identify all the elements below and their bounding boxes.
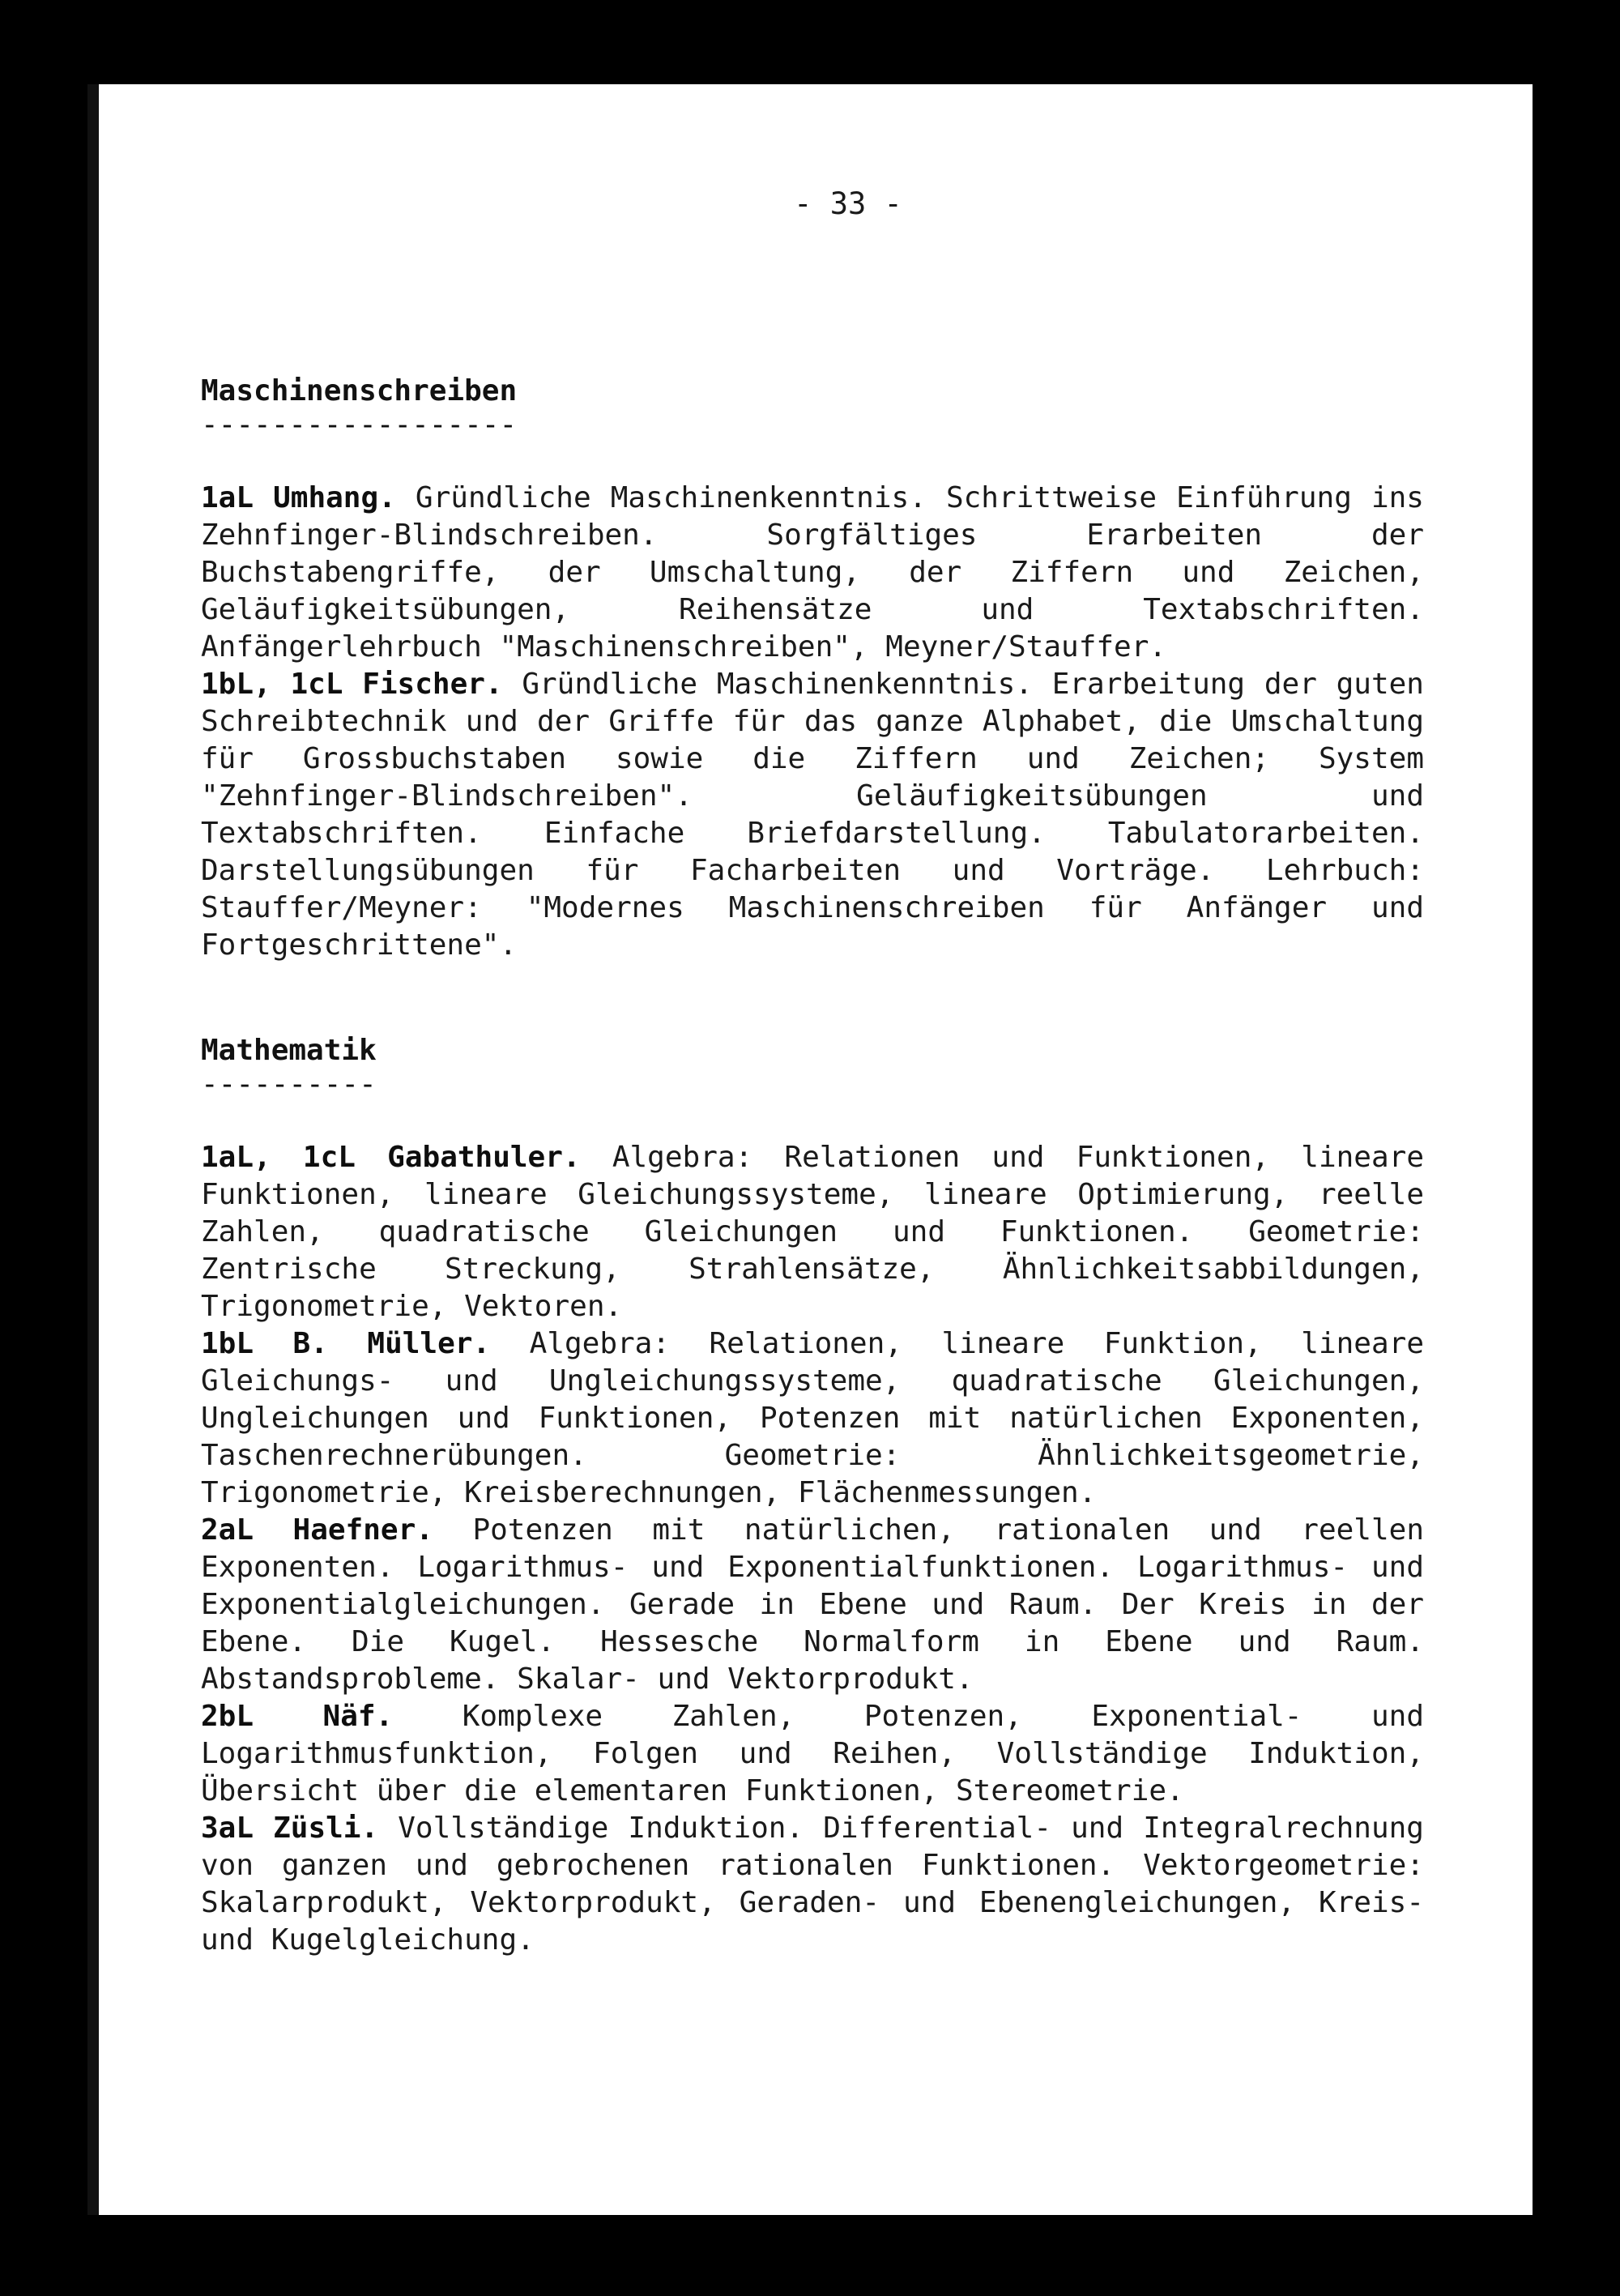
teacher-label: 2bL Näf.	[201, 1700, 394, 1733]
course-entry	[201, 1698, 1424, 1810]
course-entry	[201, 1325, 1424, 1512]
section-heading-mathematik: Mathematik	[201, 1034, 377, 1067]
section-heading-maschinenschreiben: Maschinenschreiben	[201, 374, 518, 408]
course-description: Algebra: Relationen und Funktionen, lineare Funktionen, lineare Gleichungssysteme, lineare Optimierung, reelle Zahlen, quadratische Gleichungen und Funktionen. Geometrie: Zentrische Streckung, Strahlensätze, Ähnlichkeitsabbildungen, Trigonometrie, Vektoren.	[201, 1141, 1424, 1323]
course-entry	[201, 1512, 1424, 1698]
course-entry	[201, 1139, 1424, 1325]
teacher-label: 1bL, 1cL Fischer.	[201, 668, 503, 701]
section-underline: ----------	[201, 1068, 377, 1101]
course-description: Gründliche Maschinenkenntnis. Schrittweise Einführung ins Zehnfinger-Blindschreiben. Sorgfältiges Erarbeiten der Buchstabengriffe, der Umschaltung, der Ziffern und Zeichen, Geläufigkeitsübungen, Reihensätze und Textabschriften. Anfängerlehrbuch "Maschinenschreiben", Meyner/Stauffer.	[201, 481, 1424, 664]
teacher-label: 1aL Umhang.	[201, 481, 396, 514]
document-page	[87, 84, 1533, 2215]
section-body-mathematik	[201, 1139, 1424, 1959]
course-description: Komplexe Zahlen, Potenzen, Exponential- und Logarithmusfunktion, Folgen und Reihen, Vollständige Induktion, Übersicht über die elementaren Funktionen, Stereometrie.	[201, 1700, 1424, 1807]
section-underline: ------------------	[201, 408, 518, 442]
teacher-label: 2aL Haefner.	[201, 1513, 433, 1547]
course-description: Vollständige Induktion. Differential- und Integralrechnung von ganzen und gebrochenen rationalen Funktionen. Vektorgeometrie: Skalarprodukt, Vektorprodukt, Geraden- und Ebenengleichungen, Kreis- und Kugelgleichung.	[201, 1812, 1424, 1957]
course-entry	[201, 480, 1424, 666]
course-description: Algebra: Relationen, lineare Funktion, lineare Gleichungs- und Ungleichungssysteme, quadratische Gleichungen, Ungleichungen und Funktionen, Potenzen mit natürlichen Exponenten, Taschenrechnerübungen. Geometrie: Ähnlichkeitsgeometrie, Trigonometrie, Kreisberechnungen, Flächenmessungen.	[201, 1327, 1425, 1509]
course-description: Potenzen mit natürlichen, rationalen und reellen Exponenten. Logarithmus- und Exponentialfunktionen. Logarithmus- und Exponentialgleichungen. Gerade in Ebene und Raum. Der Kreis in der Ebene. Die Kugel. Hessesche Normalform in Ebene und Raum. Abstandsprobleme. Skalar- und Vektorprodukt.	[201, 1513, 1424, 1696]
teacher-label: 1aL, 1cL Gabathuler.	[201, 1141, 581, 1174]
course-description: Gründliche Maschinenkenntnis. Erarbeitung der guten Schreibtechnik und der Griffe für das ganze Alphabet, die Umschaltung für Grossbuchstaben sowie die Ziffern und Zeichen; System "Zehnfinger-Blindschreiben". Geläufigkeitsübungen und Textabschriften. Einfache Briefdarstellung. Tabulatorarbeiten. Darstellungsübungen für Facharbeiten und Vorträge. Lehrbuch: Stauffer/Meyner: "Modernes Maschinenschreiben für Anfänger und Fortgeschrittene".	[201, 668, 1424, 962]
teacher-label: 1bL B. Müller.	[201, 1327, 491, 1360]
section-body-maschinenschreiben	[201, 480, 1424, 964]
course-entry	[201, 666, 1424, 964]
page-number: - 33 -	[794, 186, 902, 221]
course-entry	[201, 1810, 1424, 1959]
teacher-label: 3aL Züsli.	[201, 1812, 379, 1845]
